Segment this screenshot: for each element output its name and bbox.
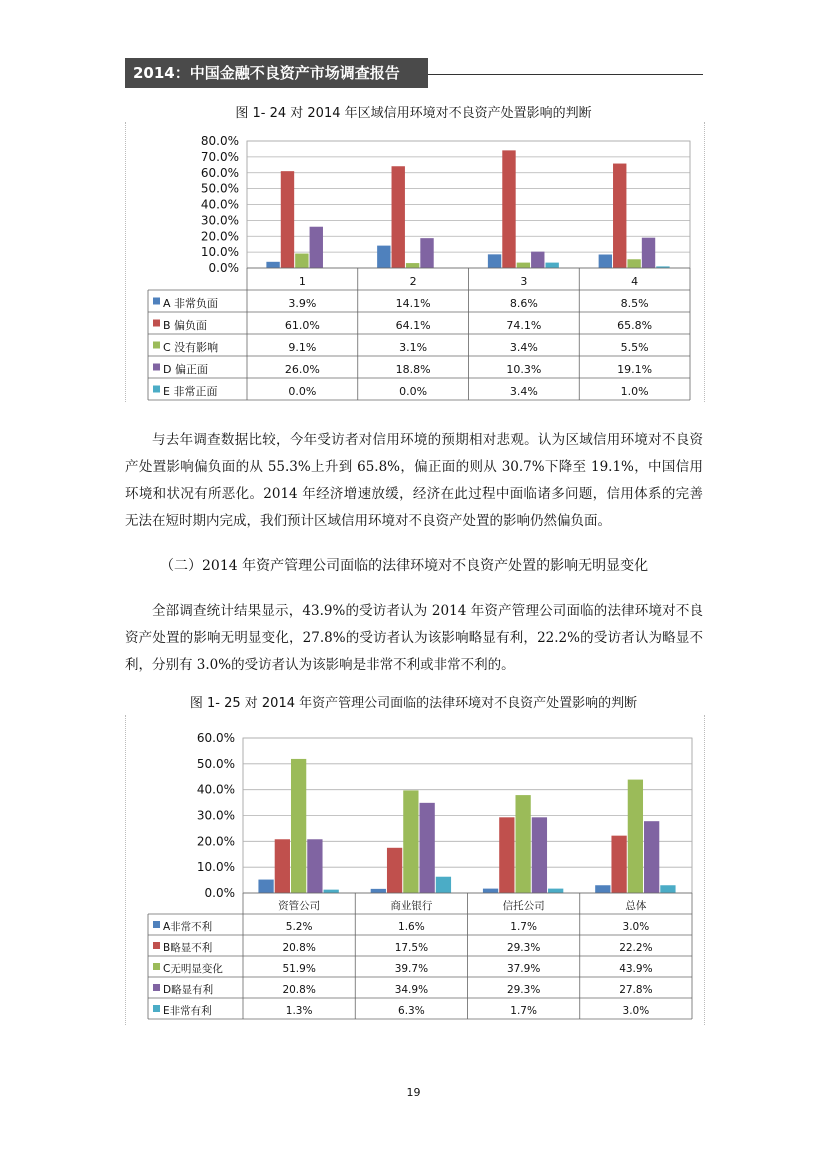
fig2-bar [420,803,435,893]
fig1-data-label: 26.0% [284,363,320,376]
fig2-ytick-label: 50.0% [196,756,235,771]
fig2-data-label: 22.2% [619,942,653,954]
fig1-data-label: 1.0% [620,385,649,398]
fig2-bar [403,790,418,893]
section-heading: （二）2014 年资产管理公司面临的法律环境对不良资产处置的影响无明显变化 [160,558,649,574]
fig1-data-label: 8.5% [620,297,649,310]
fig2-data-label: 34.9% [394,984,429,996]
fig1-data-label: 74.1% [506,319,542,332]
fig2-bar [548,889,563,893]
fig2-data-label: 39.7% [394,963,429,975]
fig2-bar [324,890,339,893]
fig2-data-label: 27.8% [619,984,653,996]
fig2-legend-label: B略显不利 [163,942,213,954]
fig2-category-label: 总体 [625,900,647,912]
fig1-category-label: 4 [631,275,639,288]
fig1-data-label: 14.1% [395,297,431,310]
fig2-bar [532,817,547,893]
fig1-ytick-label: 50.0% [200,181,239,196]
fig2-bar [595,885,610,893]
fig2-legend-swatch [153,921,160,928]
fig2-data-label: 37.9% [506,963,541,975]
fig1-data-label: 64.1% [395,319,431,332]
figure2-caption: 图 1- 25 对 2014 年资产管理公司面临的法律环境对不良资产处置影响的判断 [189,696,638,711]
fig2-data-label: 1.6% [398,921,425,933]
fig1-data-label: 8.6% [509,297,538,310]
fig2-bar [515,795,530,893]
fig1-ytick-label: 80.0% [200,134,239,148]
figure1-caption: 图 1- 24 对 2014 年区域信用环境对不良资产处置影响的判断 [235,106,592,121]
fig1-ytick-label: 40.0% [200,197,239,212]
fig2-data-label: 6.3% [398,1005,425,1017]
fig1-data-label: 9.1% [288,341,317,354]
fig2-bar [371,889,386,893]
fig1-legend-label: E 非常正面 [163,385,218,398]
fig1-data-label: 0.0% [399,385,428,398]
fig2-legend-label: C无明显变化 [163,963,223,975]
fig2-bar [660,885,675,893]
fig1-data-label: 0.0% [288,385,317,398]
fig2-legend-label: A非常不利 [163,921,213,933]
fig1-category-label: 1 [298,275,306,288]
fig2-legend-swatch [153,963,160,970]
fig2-ytick-label: 40.0% [196,782,235,797]
fig1-data-label: 61.0% [284,319,320,332]
fig1-ytick-label: 70.0% [200,149,239,164]
fig1-category-label: 2 [409,275,417,288]
page-number: 19 [406,1086,421,1099]
fig2-legend-label: D略显有利 [163,984,214,996]
fig2-ytick-label: 60.0% [196,731,235,745]
paragraph-2-text: 全部调查统计结果显示，43.9%的受访者认为 2014 年资产管理公司面临的法律环境对不良资产处置的影响无明显变化，27.8%的受访者认为该影响略显有利，22.2%的受访者认为略显不利，分别有 3.0%的受访者认为该影响是非常不利或非常不利的。 [125,603,703,673]
fig2-data-label: 29.3% [506,984,541,996]
fig2-ytick-label: 30.0% [196,808,235,823]
fig2-bar [291,759,306,893]
fig2-category-label: 商业银行 [390,900,433,912]
fig1-data-label: 5.5% [620,341,649,354]
fig2-data-label: 20.8% [282,984,316,996]
fig1-data-label: 3.9% [288,297,317,310]
fig2-bar [275,839,290,893]
fig2-bar [611,836,626,893]
fig2-bar [258,880,273,893]
fig1-data-label: 3.4% [509,385,538,398]
fig1-data-label: 10.3% [506,363,542,376]
fig2-bar [483,889,498,893]
fig2-bar [644,821,659,893]
fig1-ytick-label: 60.0% [200,165,239,180]
running-header: 2014：中国金融不良资产市场调查报告 [125,58,428,88]
fig2-bar [499,817,514,893]
fig2-bar [628,780,643,893]
fig2-data-label: 1.7% [510,1005,537,1017]
fig1-ytick-label: 10.0% [200,245,239,260]
fig1-data-label: 3.4% [509,341,538,354]
fig2-legend-swatch [153,984,160,991]
fig2-data-label: 3.0% [622,1005,650,1017]
fig2-category-label: 资管公司 [278,900,321,912]
fig2-legend-swatch [153,1005,160,1012]
fig2-bar [436,877,451,893]
fig2-data-label: 43.9% [619,963,653,975]
fig2-data-label: 1.3% [285,1005,313,1017]
fig1-ytick-label: 20.0% [200,229,239,244]
fig2-data-label: 1.7% [510,921,537,933]
fig1-legend-label: C 没有影响 [163,341,219,354]
fig1-ytick-label: 0.0% [208,261,239,275]
fig2-ytick-label: 10.0% [196,860,235,875]
fig2-data-label: 5.2% [285,921,313,933]
fig1-legend-label: B 偏负面 [163,319,208,332]
fig2-bar [307,839,322,893]
paragraph-1-text: 与去年调查数据比较，今年受访者对信用环境的预期相对悲观。认为区域信用环境对不良资产处置影响偏负面的从 55.3%上升到 65.8%，偏正面的则从 30.7%下降至 19.1%，中国信用环境和状况有所恶化。2014 年经济增速放缓，经济在此过程中面临诸多问题，信用体系的完善无法在短时期内完成，我们预计区域信用环境对不良资产处置的影响仍然偏负面。 [125,432,703,529]
fig1-legend-label: A 非常负面 [163,297,219,310]
fig2-category-label: 信托公司 [502,900,545,912]
fig2-legend-swatch [153,942,160,949]
fig2-legend-label: E非常有利 [163,1005,212,1017]
fig2-data-label: 51.9% [282,963,316,975]
fig1-data-label: 3.1% [399,341,428,354]
fig2-data-label: 17.5% [394,942,429,954]
fig1-data-label: 65.8% [617,319,653,332]
fig1-category-label: 3 [520,275,528,288]
fig2-data-label: 29.3% [506,942,541,954]
fig2-data-label: 20.8% [282,942,316,954]
fig2-ytick-label: 0.0% [204,886,235,900]
fig1-data-label: 19.1% [617,363,653,376]
fig2-data-label: 3.0% [622,921,650,933]
fig2-bar [387,848,402,893]
fig1-ytick-label: 30.0% [200,213,239,228]
fig1-data-label: 18.8% [395,363,431,376]
fig2-ytick-label: 20.0% [196,834,235,849]
fig1-legend-label: D 偏正面 [163,363,208,376]
